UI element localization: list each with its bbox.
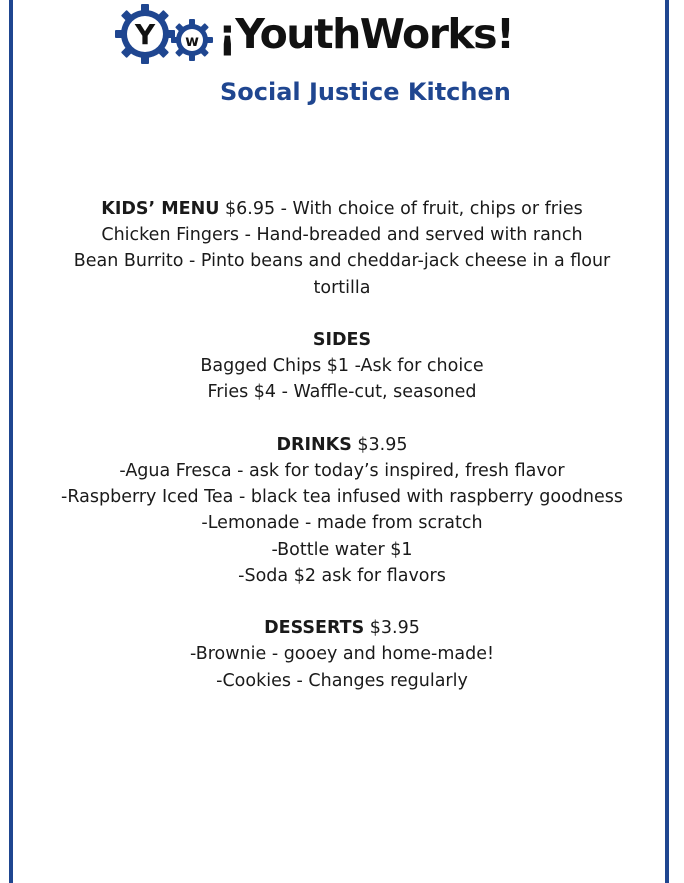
section-sides [30,327,654,406]
menu-item: -Brownie - gooey and home-made! [190,644,494,665]
menu-item: Bagged Chips $1 -Ask for choice [200,356,484,377]
desserts-heading [30,615,654,641]
desserts-price: $3.95 [364,618,420,639]
kids-menu-heading [30,196,654,222]
menu-item: Chicken Fingers - Hand-breaded and served with ranch [101,225,583,246]
brand-name: ¡YouthWorks! [218,10,514,58]
gear-logo-icon [115,3,215,65]
section-kids-menu [30,196,654,301]
header [0,0,684,110]
desserts-title: DESSERTS [264,618,365,639]
menu-item: -Cookies - Changes regularly [216,670,468,691]
menu-item: -Raspberry Iced Tea - black tea infused with raspberry goodness [61,487,623,508]
menu-item: Fries $4 - Waffle-cut, seasoned [207,382,477,403]
sides-title: SIDES [312,330,372,350]
kids-menu-title: KIDS’ MENU [101,199,220,219]
drinks-price: $3.95 [351,434,408,455]
menu-item: -Agua Fresca - ask for today’s inspired, fresh flavor [119,461,565,481]
logo-letter-w: w [185,32,199,50]
menu [30,196,654,720]
page-border-right [665,0,669,883]
brand-tagline: Social Justice Kitchen [220,78,511,106]
menu-item: Bean Burrito - Pinto beans and cheddar-jack cheese in a flour [73,251,611,272]
drinks-heading [30,432,654,458]
menu-item: tortilla [313,277,371,298]
drinks-title: DRINKS [276,434,352,455]
section-desserts [30,615,654,694]
kids-menu-price-note: $6.95 - With choice of fruit, chips or fries [219,199,583,219]
section-drinks [30,432,654,589]
menu-item: -Bottle water $1 [271,539,413,560]
menu-item: -Lemonade - made from scratch [201,513,483,534]
logo-letter-y: Y [134,18,156,51]
menu-item: -Soda $2 ask for flavors [238,565,446,586]
page-border-left [9,0,13,883]
